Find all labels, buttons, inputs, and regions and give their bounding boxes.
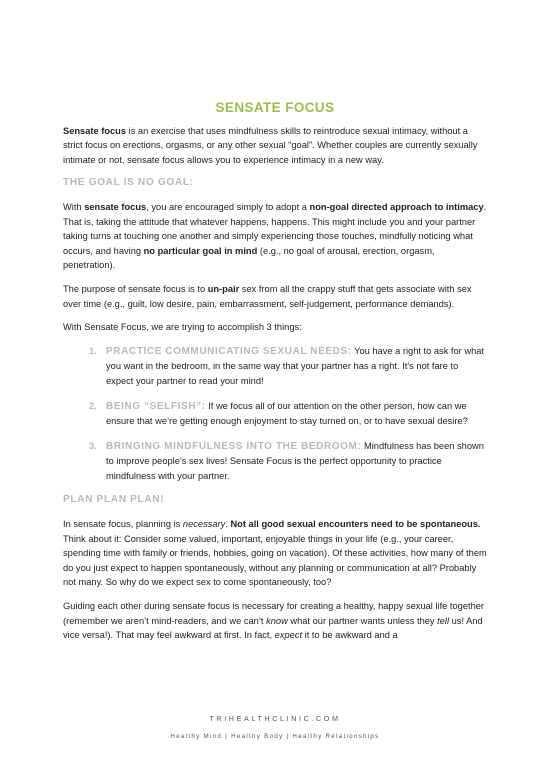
footer-tagline: Healthy Mind | Healthy Body | Healthy Relationships (170, 733, 380, 740)
bold-run: non-goal directed approach to intimacy (309, 201, 484, 212)
goal-number: 1. (89, 345, 97, 356)
goal-number: 2. (89, 400, 97, 411)
italic-run: necessary (182, 519, 226, 530)
italic-run: expect (274, 630, 303, 641)
goals-list (63, 344, 487, 484)
document-body (63, 101, 487, 652)
text-run: (e.g., no goal of arousal, erection, orgasm, penetration). (63, 245, 435, 271)
text-run: . That is, taking the attitude that whatever happens, happens. This might include you and your partner taking turns at touching one another and simply experiencing those touches, mindfully noticing what occurs, and having (63, 201, 487, 256)
intro-text: is an exercise that uses mindfulness skills to reintroduce sexual intimacy, without a strict focus on erections, orgasms, or any other sexual “goal”. Whether couples are currently sexually intimate or not, sensate focus allows you to experience intimacy in a new way. (63, 125, 478, 165)
intro-bold-lead: Sensate focus (63, 125, 127, 136)
goal-item-1 (63, 344, 487, 389)
text-run: what our partner wants unless they (287, 615, 438, 626)
plan-paragraph-1 (63, 517, 487, 590)
text-run: it to be awkward and a (302, 630, 398, 641)
text-run: With (63, 201, 85, 212)
footer-website[interactable]: TRIHEALTHCLINIC.COM (209, 714, 341, 723)
text-run: sex from all the crappy stuff that gets associate with sex over time (e.g., guilt, low desire, pain, embarrassment, self-judgement, performance demands). (63, 283, 472, 309)
text-run: Guiding each other during sensate focus is necessary for creating a healthy, happy sexual life together (remember we aren’t mind-readers, and we can’t (63, 601, 485, 626)
plan-paragraph-2 (63, 599, 487, 643)
bold-run: Not all good sexual encounters need to be spontaneous. (230, 519, 481, 530)
text-run: The purpose of sensate focus is to (63, 283, 208, 294)
goal-heading: BRINGING MINDFULNESS INTO THE BEDROOM: (106, 440, 362, 452)
text-run: , you are encouraged simply to adopt a (146, 201, 310, 212)
text-run: In sensate focus, planning is (63, 519, 183, 530)
plan-section-heading: PLAN PLAN PLAN! (63, 494, 165, 506)
goal-item-3 (63, 439, 487, 484)
bold-run: no particular goal in mind (143, 245, 258, 256)
goal-item-2 (63, 399, 487, 429)
bold-run: un-pair (207, 283, 240, 294)
goal-text: If we focus all of our attention on the other person, how can we ensure that we’re getting enough enjoyment to stay turned on, or to have sexual desire? (106, 400, 468, 427)
document-title: SENSATE FOCUS (215, 100, 335, 115)
goal-section-heading: THE GOAL IS NO GOAL: (63, 177, 194, 189)
text-run: . (225, 519, 231, 530)
goal-paragraph-3: With Sensate Focus, we are trying to accomplish 3 things: (63, 322, 302, 333)
italic-run: tell (437, 615, 450, 626)
text-run: Think about it: Consider some valued, important, enjoyable things in your life (e.g., your career, spending time with family or friends, hobbies, going on vacation). Of these activities, how many of them do you just expect to happen spontaneously, without any planning or communication at all? Probably not many. So why do we expect sex to come spontaneously, too? (63, 533, 487, 588)
goal-number: 3. (89, 440, 97, 451)
intro-paragraph (63, 124, 487, 168)
italic-run: know (266, 615, 288, 626)
bold-run: sensate focus (84, 201, 147, 212)
text-run: us! And vice versa!). That may feel awkward at first. In fact, (63, 615, 483, 641)
goal-text: You have a right to ask for what you want in the bedroom, in the same way that your partner has a right. It’s not fare to expect your partner to read your mind! (106, 345, 484, 386)
goal-paragraph-2 (63, 282, 487, 311)
goal-paragraph-1 (63, 200, 487, 273)
goal-heading: BEING “SELFISH”: (106, 400, 206, 412)
goal-text: Mindfulness has been shown to improve people’s sex lives! Sensate Focus is the perfect opportunity to practice mindfulness with your partner. (106, 440, 484, 481)
goal-heading: PRACTICE COMMUNICATING SEXUAL NEEDS: (106, 345, 352, 357)
